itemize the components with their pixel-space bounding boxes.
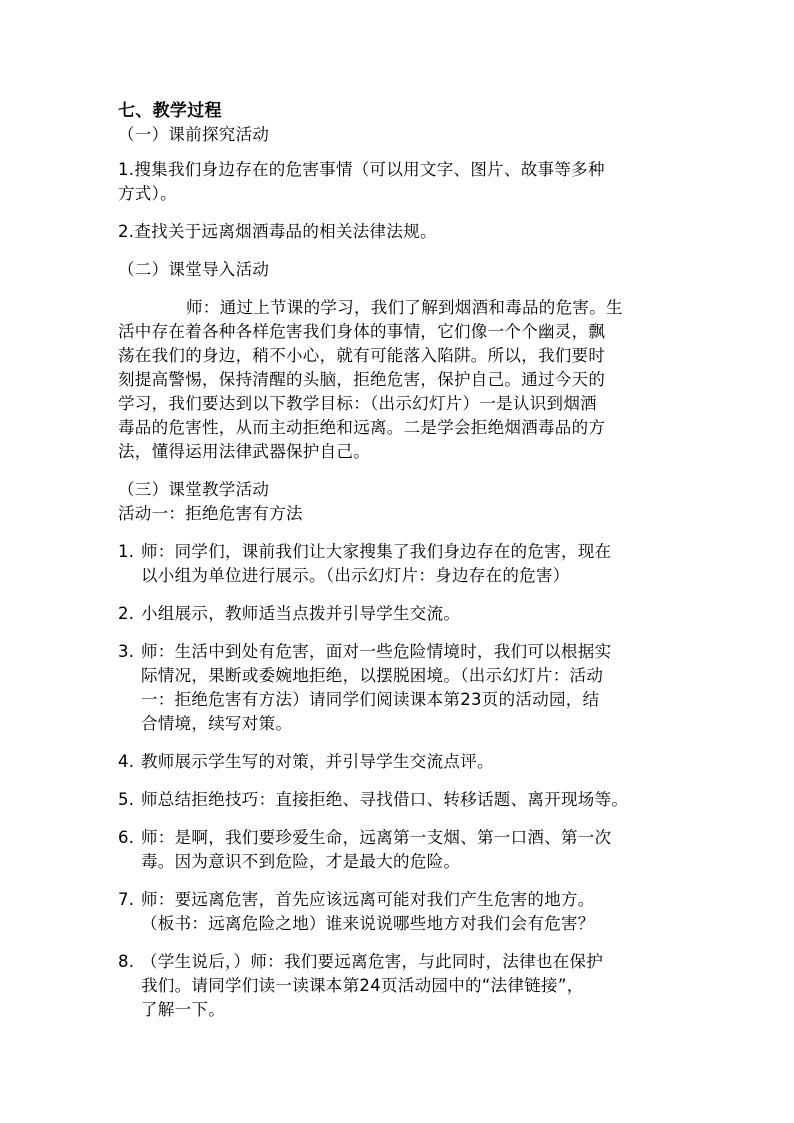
- list-item-line: 教师展示学生写的对策，并引导学生交流点评。: [141, 752, 494, 771]
- list-item-number: 8.: [118, 952, 135, 971]
- list-item-line: 合情境，续写对策。: [141, 714, 293, 733]
- intro-line: 刻提高警惕，保持清醒的头脑，拒绝危害，保护自己。通过今天的: [118, 370, 606, 389]
- list-item-line: （学生说后，）师：我们要远离危害，与此同时，法律也在保护: [141, 952, 604, 971]
- pre-class-item-1-line-2: 方式）。: [118, 184, 177, 203]
- intro-line: 师：通过上节课的学习，我们了解到烟酒和毒品的危害。生: [186, 298, 623, 317]
- list-item-number: 3.: [118, 642, 135, 661]
- list-item-line: 以小组为单位进行展示。（出示幻灯片：身边存在的危害）: [141, 566, 570, 585]
- list-item-number: 4.: [118, 752, 135, 771]
- intro-line: 活中存在着各种各样危害我们身体的事情，它们像一个个幽灵，飘: [118, 322, 606, 341]
- list-item-line: 我们。请同学们读一读课本第24页活动园中的“法律链接”，: [141, 976, 584, 995]
- list-item-number: 7.: [118, 890, 135, 909]
- intro-line: 荡在我们的身边，稍不小心，就有可能落入陷阱。所以，我们要时: [118, 346, 606, 365]
- list-item-number: 6.: [118, 828, 135, 847]
- list-item-line: 了解一下。: [141, 1000, 225, 1019]
- list-item-number: 2.: [118, 604, 135, 623]
- list-item-line: 师：要远离危害，首先应该远离可能对我们产生危害的地方。: [141, 890, 595, 909]
- teaching-heading: （三）课堂教学活动: [118, 480, 270, 499]
- pre-class-item-2: 2.查找关于远离烟酒毒品的相关法律法规。: [118, 222, 437, 241]
- list-item-line: 师：是啊，我们要珍爱生命，远离第一支烟、第一口酒、第一次: [141, 828, 612, 847]
- intro-heading: （二）课堂导入活动: [118, 260, 270, 279]
- list-item-line: 毒。因为意识不到危险，才是最大的危险。: [141, 852, 461, 871]
- list-item-line: 小组展示，教师适当点拨并引导学生交流。: [141, 604, 461, 623]
- intro-line: 毒品的危害性，从而主动拒绝和远离。二是学会拒绝烟酒毒品的方: [118, 418, 606, 437]
- activity-1-title: 活动一：拒绝危害有方法: [118, 504, 303, 523]
- list-item-line: 师：生活中到处有危害，面对一些危险情境时，我们可以根据实: [141, 642, 612, 661]
- list-item-line: 师总结拒绝技巧：直接拒绝、寻找借口、转移话题、离开现场等。: [141, 790, 629, 809]
- pre-class-item-1-line-1: 1.搜集我们身边存在的危害事情（可以用文字、图片、故事等多种: [118, 160, 605, 179]
- intro-line: 法，懂得运用法律武器保护自己。: [118, 442, 370, 461]
- intro-line: 学习，我们要达到以下教学目标：（出示幻灯片）一是认识到烟酒: [118, 394, 597, 413]
- section-title: 七、教学过程: [118, 101, 222, 121]
- list-item-line: 师：同学们，课前我们让大家搜集了我们身边存在的危害，现在: [141, 542, 612, 561]
- list-item-number: 5.: [118, 790, 135, 809]
- list-item-number: 1.: [118, 542, 135, 561]
- list-item-line: 际情况，果断或委婉地拒绝，以摆脱困境。（出示幻灯片：活动: [141, 666, 604, 685]
- pre-class-heading: （一）课前探究活动: [118, 125, 270, 144]
- list-item-line: 一：拒绝危害有方法）请同学们阅读课本第23页的活动园，结: [141, 690, 600, 709]
- list-item-line: （板书：远离危险之地）谁来说说哪些地方对我们会有危害？: [141, 914, 595, 933]
